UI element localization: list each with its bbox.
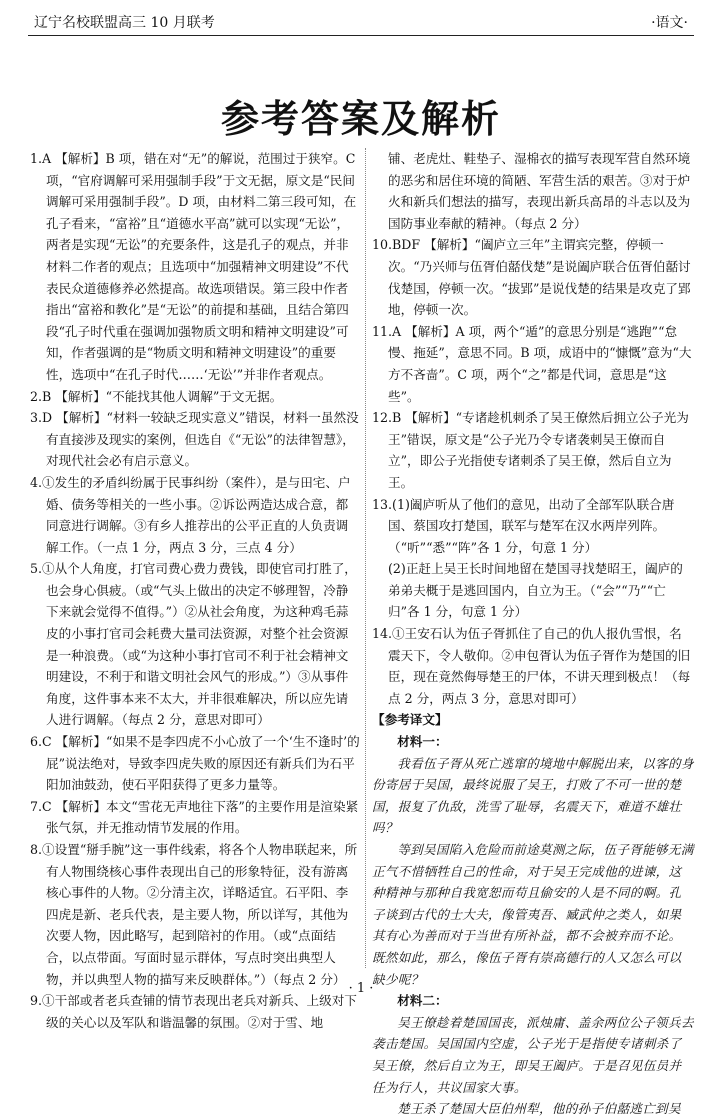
header-divider: [28, 35, 694, 36]
material-1-para-1: 我看伍子胥从死亡逃窜的境地中解脱出来，以客的身份寄居于吴国，最终说服了吴王，打败了不可一世的楚国，报复了仇敌，洗雪了耻辱，名震天下，难道不雄壮吗？: [372, 755, 694, 836]
subject-label: ·语文·: [651, 15, 688, 31]
column-divider: [365, 148, 366, 968]
answer-item-8: 8.①设置“掰手腕”这一事件线索，将各个人物串联起来，所有人物围绕核心事件表现出自己的形象特征，没有游离核心事件的人物。②分清主次，详略适宜。石平阳、李四虎是新、老兵代表，是主要人物，所以详写，其他为次要人物，因此略写，起到陪衬的作用。（或“点面结合，以点带面。写面时显示群体，写点时突出典型人物，并以典型人物的描写来反映群体。”）（每点 2 分）: [30, 842, 358, 987]
answer-item-7: 7.C 【解析】本文“雪花无声地往下落”的主要作用是渲染紧张气氛，并无推动情节发展的作用。: [30, 798, 359, 836]
page-title: 参考答案及解析: [220, 97, 501, 141]
answer-item-6: 6.C 【解析】“如果不是李四虎不小心放了一个‘生不逢时’的屁”说法绝对，导致李四虎失败的原因还有新兵们为石平阳加油鼓劲，使石平阳获得了更多力量等。: [30, 734, 360, 793]
answer-item-11: 11.A 【解析】A 项，两个“遁”的意思分别是“逃跑”“怠慢、拖延”，意思不同。B 项，成语中的“慷慨”意为“大方不吝啬”。C 项，两个“之”都是代词，意思是“这些”。: [372, 323, 692, 404]
left-column: [30, 148, 360, 1033]
answer-item-5: 5.①从个人角度，打官司费心费力费钱，即使官司打胜了，也会身心俱疲。（或“气头上做出的决定不够理智，冷静下来就会觉得不值得。”）②从社会角度，为这种鸡毛蒜皮的小事打官司会耗费大量司法资源，对整个社会资源是一种浪费。（或“为这种小事打官司不利于社会精神文明建设，不利于和谐文明社会风气的形成。”）③从事件角度，这件事本来不太大，并非很难解决，所以应先请人进行调解。（每点 2 分，意思对即可）: [30, 561, 357, 728]
material-1-title: 材料一：: [397, 734, 448, 750]
translation-heading: 【参考译文】: [372, 712, 448, 728]
page-number: · 1 ·: [348, 981, 374, 996]
answer-item-13: 13.(1)阖庐听从了他们的意见，出动了全部军队联合唐国、蔡国攻打楚国，联军与楚军在汉水两岸列阵。（“听”“悉”“阵”各 1 分，句意 1 分）: [372, 496, 675, 555]
material-1-para-2: 等到吴国陷入危险而前途莫测之际，伍子胥能够无满正气不惜牺牲自己的性命，对于吴王完成他的进谏，这种精神与那种自我宽恕而苟且偷安的人是不同的啊。孔子谈到古代的士大夫，像管夷吾、臧武仲之类人，如果其有心为善而对于当世有所补益，都不会被弃而不论。既然如此，那么，像伍子胥有崇高德行的人又怎么可以缺少呢？: [372, 842, 694, 987]
material-2-para-2: 楚王杀了楚国大臣伯州犁，他的孙子伯嚭逃亡到吴: [397, 1101, 681, 1117]
answer-item-9-continued: 铺、老虎灶、鞋垫子、湿棉衣的描写表现军营自然环境的恶劣和居住环境的简陋、军营生活的艰苦。③对于炉火和新兵们想法的描写，表现出新兵高昂的斗志以及为国防事业奉献的精神。（每点 2 分）: [388, 151, 691, 231]
material-2-para-1: 吴王僚趁着楚国国丧，派烛庸、盖余两位公子领兵去袭击楚国。吴国国内空虚，公子光于是指使专诸刺杀了吴王僚，然后自立为王，即吴王阖庐。于是召见伍员并任为行人，共议国家大事。: [372, 1014, 694, 1095]
page-header: [28, 10, 694, 32]
answer-item-14: 14.①王安石认为伍子胥抓住了自己的仇人报仇雪恨，名震天下，令人敬仰。②申包胥认为伍子胥作为楚国的旧臣，现在竟然侮辱楚王的尸体，不讲天理到极点！（每点 2 分，两点 3 分，意思对即可）: [372, 626, 691, 706]
material-2-title: 材料二：: [397, 993, 448, 1009]
answer-item-1: 1.A 【解析】B 项，错在对“无”的解说，范围过于狭窄。C 项，“官府调解可采用强制手段”于文无据，原文是“民间调解可采用强制手段”。D 项，由材料二第三段可知，在孔子看来，“富裕”且“道德水平高”就可以实现“无讼”，两者是实现“无讼”的充要条件，这是孔子的观点，并非材料二作者的观点；且选项中“加强精神文明建设”不代表民众道德修养必然提高。故选项错误。第三段中作者指出“富裕和教化”是“无讼”的前提和基础，且结合第四段“孔子时代重在强调加强物质文明和精神文明建设”可知，作者强调的是“物质文明和精神文明建设”的重要性，选项中“在孔子时代……‘无讼’”并非作者观点。: [30, 151, 357, 382]
right-column: [372, 148, 694, 1120]
answer-item-3: 3.D 【解析】“材料一较缺乏现实意义”错误，材料一虽然没有直接涉及现实的案例，但选自《“无讼”的法律智慧》，对现代社会必有启示意义。: [30, 410, 359, 469]
exam-name: 辽宁名校联盟高三 10 月联考: [34, 15, 215, 31]
answer-item-4: 4.①发生的矛盾纠纷属于民事纠纷（案件），是与田宅、户婚、债务等相关的一些小事。②诉讼两造达成合意，都同意进行调解。③有乡人推荐出的公平正直的人负责调解工作。（一点 1 分，两点 3 分，三点 4 分）: [30, 474, 351, 555]
answer-item-2: 2.B 【解析】“不能找其他人调解”于文无据。: [30, 388, 283, 404]
answer-item-13-part2: (2)正赶上吴王长时间地留在楚国寻找楚昭王，阖庐的弟弟夫概于是逃回国内，自立为王。（“会”“乃”“亡归”各 1 分，句意 1 分）: [388, 561, 683, 620]
answer-item-9: 9.①干部或者老兵查铺的情节表现出老兵对新兵、上级对下级的关心以及军队和谐温馨的氛围。②对于雪、地: [30, 993, 357, 1030]
answer-item-10: 10.BDF 【解析】“阖庐立三年”主谓宾完整，停顿一次。“乃兴师与伍胥伯嚭伐楚”是说阖庐联合伍胥伯嚭讨伐楚国，停顿一次。“拔郢”是说伐楚的结果是攻克了郢地，停顿一次。: [372, 237, 691, 318]
answer-item-12: 12.B 【解析】“专诸趁机刺杀了吴王僚然后拥立公子光为王”错误，原文是“公子光乃令专诸袭刺吴王僚而自立”，即公子光指使专诸刺杀了吴王僚，然后自立为王。: [372, 410, 689, 490]
